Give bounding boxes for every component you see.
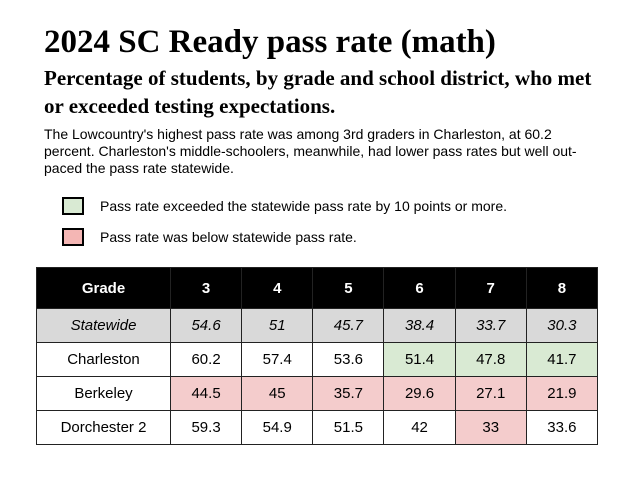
table-cell: 35.7 (313, 377, 384, 411)
table-cell: 38.4 (384, 309, 455, 343)
table-cell: 60.2 (171, 343, 242, 377)
table-cell: 54.6 (171, 309, 242, 343)
table-cell: 42 (384, 411, 455, 445)
table-cell: 45.7 (313, 309, 384, 343)
legend-below-label: Pass rate was below statewide pass rate. (100, 229, 357, 245)
table-cell: 41.7 (526, 343, 597, 377)
chart-subtitle: Percentage of students, by grade and school district, who met or exceeded testing expectations. (44, 66, 592, 118)
header-cell: 6 (384, 268, 455, 309)
legend-above-swatch (62, 197, 84, 215)
table-cell: 54.9 (242, 411, 313, 445)
table-cell: 21.9 (526, 377, 597, 411)
table-cell: 51.4 (384, 343, 455, 377)
row-label: Charleston (37, 343, 171, 377)
header-cell: Grade (37, 268, 171, 309)
row-label: Berkeley (37, 377, 171, 411)
table-cell: 51 (242, 309, 313, 343)
header-cell: 4 (242, 268, 313, 309)
table-cell: 57.4 (242, 343, 313, 377)
table-row-statewide (37, 309, 598, 343)
table-cell: 53.6 (313, 343, 384, 377)
table-cell: 51.5 (313, 411, 384, 445)
table-cell: 33 (455, 411, 526, 445)
legend-below-swatch (62, 228, 84, 246)
table-cell: 30.3 (526, 309, 597, 343)
table-cell: 45 (242, 377, 313, 411)
table-cell: 44.5 (171, 377, 242, 411)
legend-below (62, 226, 357, 248)
table-cell: 47.8 (455, 343, 526, 377)
table-row-charleston (37, 343, 598, 377)
table-cell: 27.1 (455, 377, 526, 411)
table-cell: 33.6 (526, 411, 597, 445)
chart-description: The Lowcountry's highest pass rate was among 3rd graders in Charleston, at 60.2 percent. Charleston's middle-schoolers, meanwhile, had lower pass rates but well out-paced the pass rate statewide. (44, 126, 577, 176)
row-label: Dorchester 2 (37, 411, 171, 445)
pass-rate-table (36, 267, 598, 445)
table-header-row (37, 268, 598, 309)
table-cell: 33.7 (455, 309, 526, 343)
row-label: Statewide (37, 309, 171, 343)
header-cell: 8 (526, 268, 597, 309)
header-cell: 5 (313, 268, 384, 309)
header-cell: 3 (171, 268, 242, 309)
table-cell: 29.6 (384, 377, 455, 411)
header-cell: 7 (455, 268, 526, 309)
table-row-berkeley (37, 377, 598, 411)
table-cell: 59.3 (171, 411, 242, 445)
table-row-dorchester-2 (37, 411, 598, 445)
legend-above-label: Pass rate exceeded the statewide pass rate by 10 points or more. (100, 198, 508, 214)
legend-above (62, 195, 507, 217)
chart-title: 2024 SC Ready pass rate (math) (44, 24, 496, 60)
